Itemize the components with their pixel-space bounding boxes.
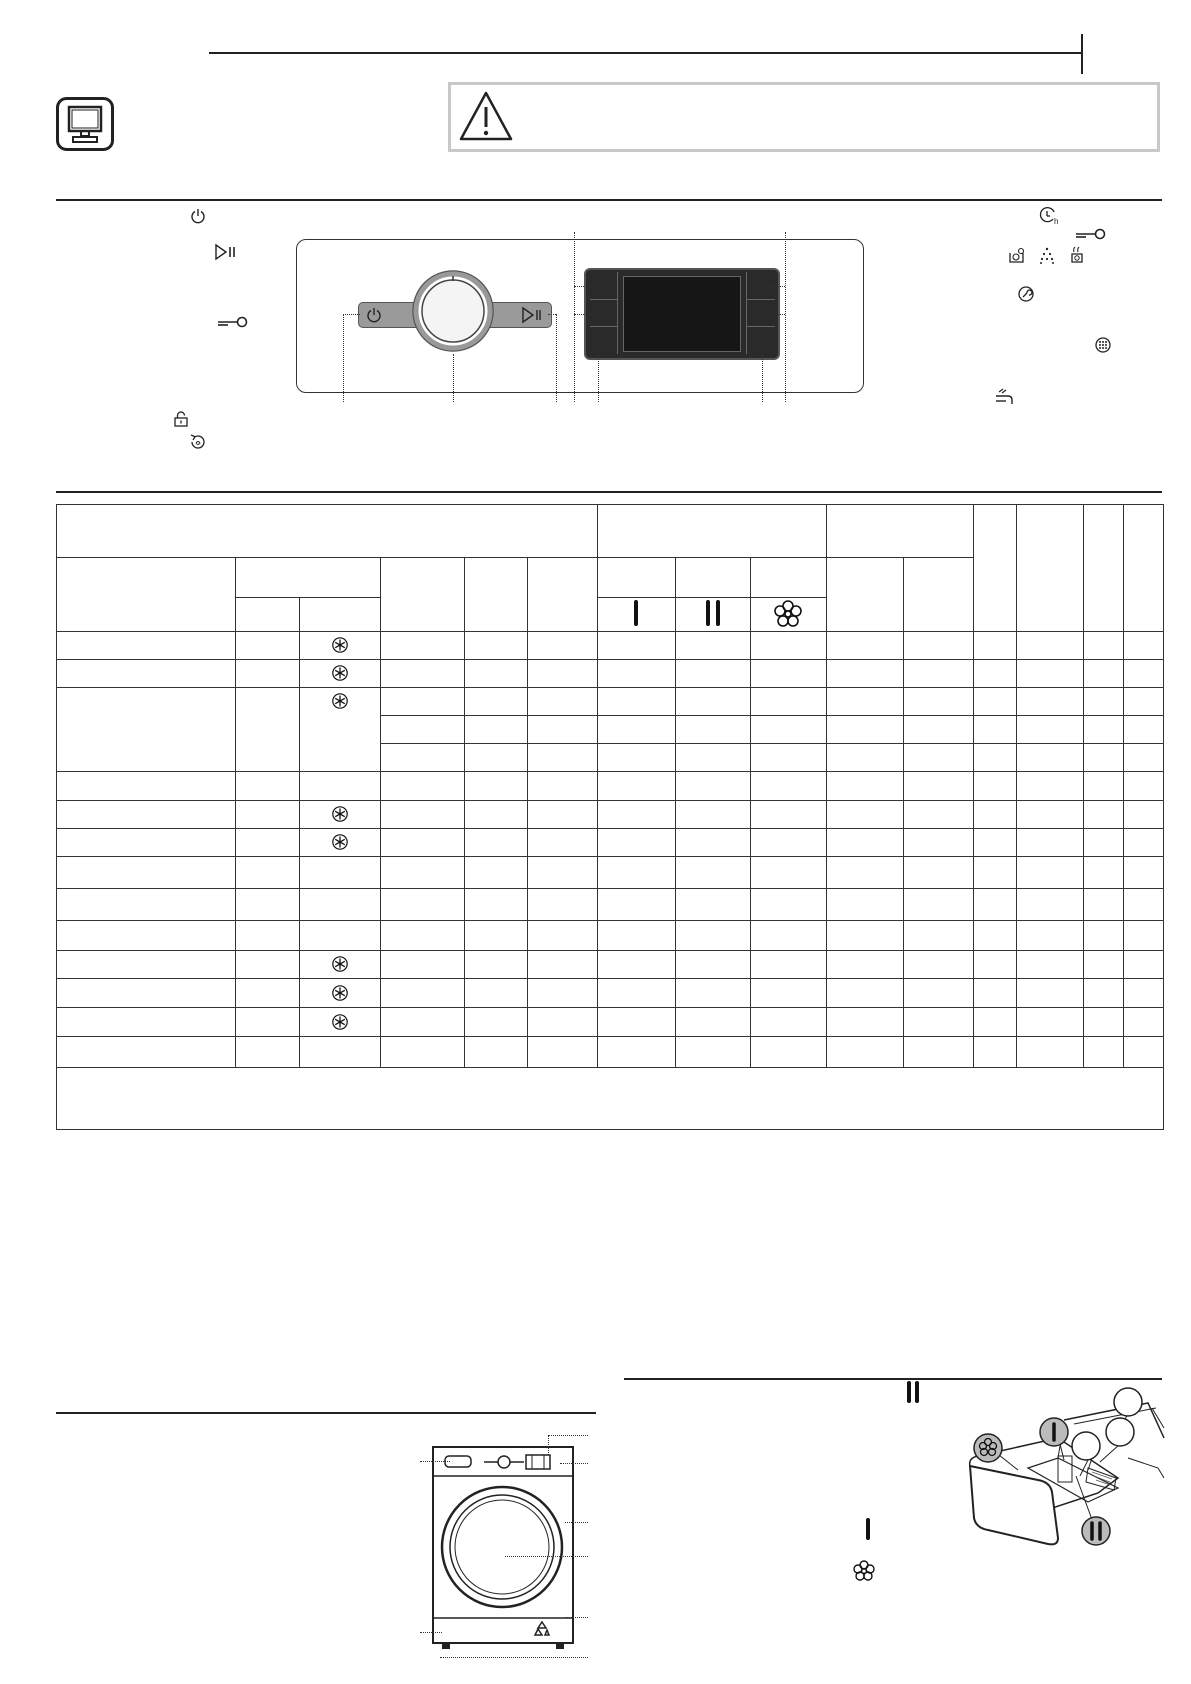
leader-display-r2: [762, 354, 763, 402]
snowflake-icon: [332, 1014, 348, 1030]
header-rule: [209, 52, 1081, 54]
machine-leader-door-handle: [505, 1556, 588, 1557]
leader-power: [343, 314, 344, 402]
table-col-line: [527, 557, 528, 1067]
leader-display-l1-h: [574, 286, 592, 287]
section-rule-control-panel: [56, 199, 1162, 201]
snowflake-icon: [332, 693, 348, 709]
main-wash-symbol-icon: [905, 1381, 921, 1403]
grid-icon: [1095, 337, 1111, 353]
table-gridline: [56, 557, 597, 558]
machine-leader-panel-right: [560, 1463, 588, 1464]
table-gridline: [235, 597, 380, 598]
table-row-line: [56, 920, 1163, 921]
leader-display-l2: [598, 354, 599, 402]
snowflake-icon: [332, 806, 348, 822]
machine-figure: [432, 1446, 574, 1646]
table-col-line: [675, 557, 676, 1067]
table-row-line: [56, 1007, 1163, 1008]
monitor-icon: [56, 97, 114, 151]
prewash-column-icon: [632, 600, 640, 626]
leader-start-h: [548, 314, 556, 315]
table-row-line: [56, 800, 1163, 801]
table-col-line: [597, 504, 598, 1067]
prewash-symbol-icon: [864, 1518, 872, 1540]
key-lock-icon: [218, 315, 248, 329]
snowflake-icon: [332, 985, 348, 1001]
leader-dial: [453, 354, 454, 402]
warning-box: [448, 82, 1160, 152]
machine-leader-top-v: [548, 1435, 549, 1455]
table-footer-line: [56, 1067, 1163, 1068]
leader-power-h: [343, 314, 360, 315]
table-col-line: [903, 557, 904, 1067]
leader-start: [556, 314, 557, 402]
table-gridline: [597, 597, 826, 598]
machine-leader-top: [548, 1435, 588, 1436]
table-row-line: [56, 856, 1163, 857]
snowflake-icon: [332, 956, 348, 972]
table-row-line: [56, 978, 1163, 979]
leader-display-r2-h: [770, 314, 785, 315]
power-icon: [190, 208, 206, 224]
machine-leader-feet: [440, 1657, 588, 1658]
dispenser-figure: [968, 1398, 1164, 1570]
program-dial: [412, 268, 494, 354]
leader-display-r1-h: [770, 286, 785, 287]
section-rule-machine: [56, 1412, 596, 1414]
softener-column-icon: [774, 600, 802, 628]
warning-triangle-icon: [458, 90, 514, 142]
table-header-bottom: [56, 631, 1163, 632]
delay-start-icon: [1040, 207, 1060, 225]
table-row-line: [56, 1036, 1163, 1037]
svg-text:h: h: [1054, 217, 1059, 226]
snowflake-icon: [332, 637, 348, 653]
table-gridline: [380, 715, 1163, 716]
main-wash-column-icon: [704, 600, 722, 626]
table-gridline: [597, 557, 973, 558]
steam-icon: [1068, 246, 1086, 264]
table-col-line: [1016, 504, 1017, 1067]
table-row-line: [56, 659, 1163, 660]
header-rule-tick: [1081, 34, 1083, 74]
table-col-line: [235, 557, 236, 1067]
tap-icon: [994, 388, 1018, 406]
table-col-line: [1123, 504, 1124, 1067]
start-pause-icon: [215, 244, 237, 260]
power-button-icon: [366, 307, 382, 323]
machine-leader-door-right: [565, 1522, 588, 1523]
section-rule-program-table: [56, 491, 1162, 493]
door-lock-icon: [174, 411, 188, 427]
table-col-line: [1083, 504, 1084, 1067]
display-screen: [623, 276, 741, 352]
table-row-line: [56, 828, 1163, 829]
machine-leader-bottom-left: [420, 1632, 442, 1633]
softener-symbol-icon: [853, 1560, 875, 1582]
program-table: [56, 504, 1164, 1130]
leader-display-r1: [785, 232, 786, 402]
key-lock-icon-right: [1076, 227, 1106, 241]
recycle-icon: [533, 1621, 551, 1639]
table-col-line: [380, 557, 381, 1067]
section-rule-dispenser: [624, 1378, 1162, 1380]
display-right-buttons: [746, 272, 774, 354]
table-col-line: [973, 504, 974, 1067]
machine-leader-filter: [565, 1617, 588, 1618]
display-left-buttons: [590, 272, 618, 354]
machine-leader-drawer: [420, 1461, 450, 1462]
stain-icon: [1008, 247, 1026, 265]
start-button-icon: [522, 307, 546, 323]
table-col-line: [750, 557, 751, 1067]
service-icon: [1018, 286, 1034, 302]
spray-icon: [1039, 247, 1055, 265]
leader-display-l2-h: [574, 314, 592, 315]
snowflake-icon: [332, 665, 348, 681]
rinse-spin-icon: [189, 433, 207, 451]
table-col-line: [299, 597, 300, 1067]
leader-display-l1: [574, 232, 575, 402]
table-gridline: [380, 743, 1163, 744]
table-col-line: [464, 557, 465, 1067]
table-row-line: [56, 950, 1163, 951]
table-row-line: [56, 687, 1163, 688]
table-col-line: [826, 504, 827, 1067]
table-row-line: [56, 771, 1163, 772]
snowflake-icon: [332, 834, 348, 850]
table-row-line: [56, 888, 1163, 889]
